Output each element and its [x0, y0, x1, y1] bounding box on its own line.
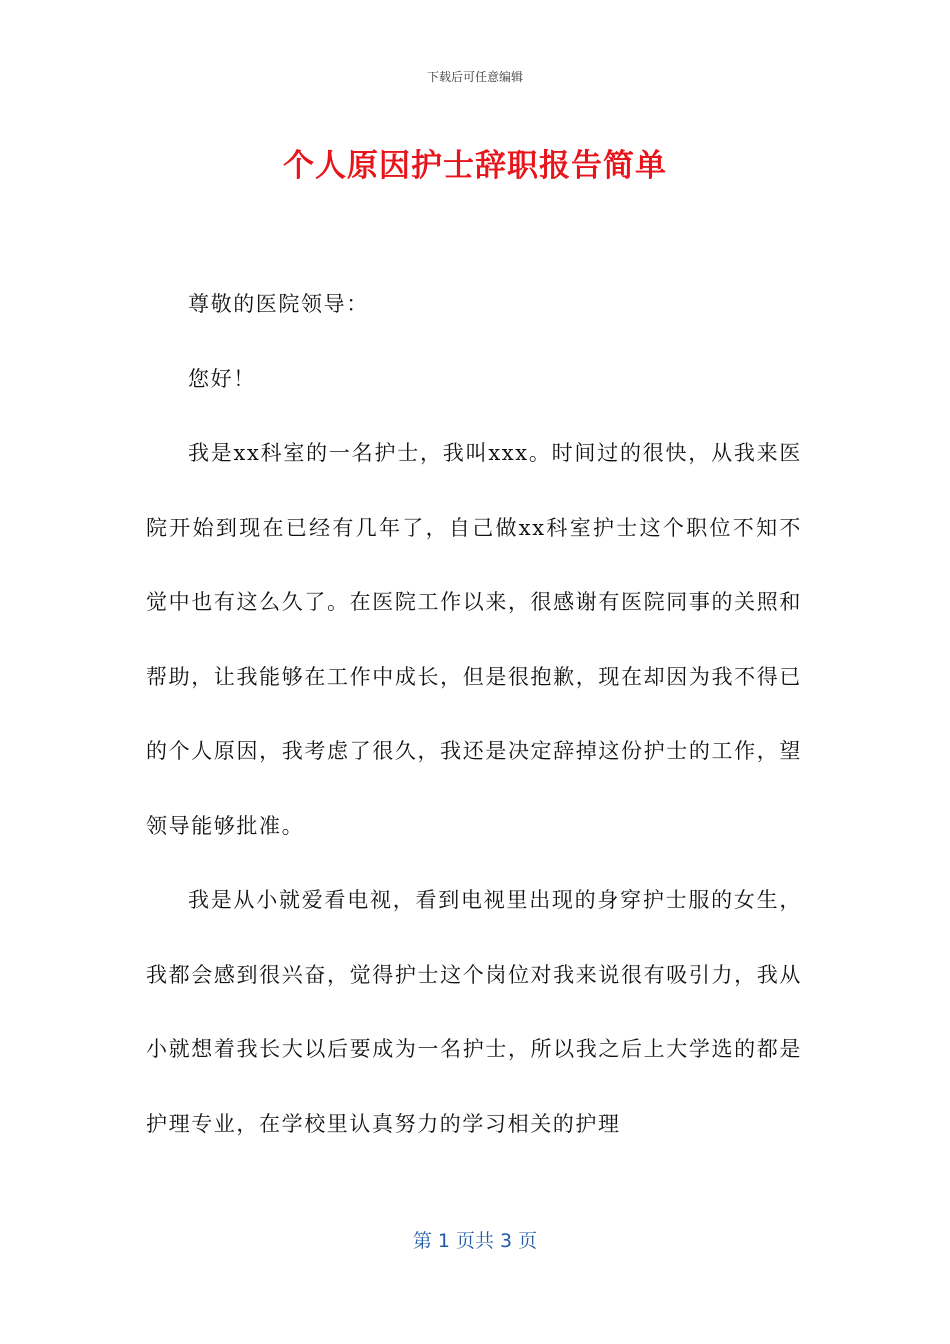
body-paragraph: 我是xx科室的一名护士，我叫xxx。时间过的很快，从我来医院开始到现在已经有几年了，自己做xx科室护士这个职位不知不觉中也有这么久了。在医院工作以来，很感谢有医院同事的关照和帮助，让我能够在工作中成长，但是很抱歉，现在却因为我不得已的个人原因，我考虑了很久，我还是决定辞掉这份护士的工作，望领导能够批准。 — [146, 441, 802, 838]
body-paragraph: 我是从小就爱看电视，看到电视里出现的身穿护士服的女生，我都会感到很兴奋，觉得护士这个岗位对我来说很有吸引力，我从小就想着我长大以后要成为一名护士，所以我之后上大学选的都是护理专业，在学校里认真努力的学习相关的护理 — [146, 888, 802, 1136]
header-note: 下载后可任意编辑 — [426, 70, 523, 84]
page-indicator: 第 1 页共 3 页 — [412, 1230, 538, 1252]
document-body — [146, 267, 802, 1161]
greeting: 您好！ — [188, 366, 256, 391]
document-title: 个人原因护士辞职报告简单 — [283, 148, 667, 184]
salutation: 尊敬的医院领导： — [188, 292, 369, 316]
